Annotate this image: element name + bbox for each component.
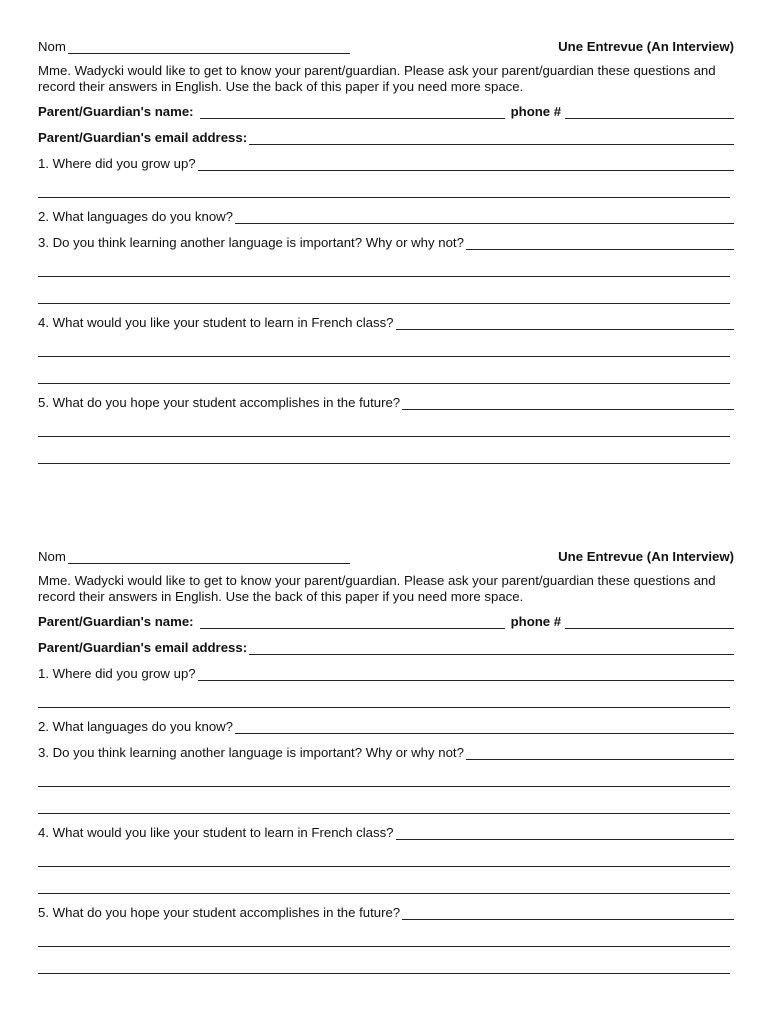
question-2-text: 2. What languages do you know? (38, 209, 234, 224)
question-3 (38, 234, 734, 250)
interview-form-bottom (38, 546, 734, 974)
phone-label: phone # (510, 104, 562, 119)
question-5-text: 5. What do you hope your student accomplishes in the future? (38, 395, 401, 410)
answer-5-extra-line-2[interactable] (38, 449, 730, 464)
question-4 (38, 314, 734, 330)
phone-field[interactable] (565, 615, 734, 629)
question-3 (38, 744, 734, 760)
form-header (38, 546, 734, 564)
answer-3-line[interactable] (466, 746, 734, 760)
nom-field[interactable] (68, 40, 350, 54)
answer-3-extra-line-1[interactable] (38, 262, 730, 277)
email-field[interactable] (249, 131, 734, 145)
nom-label: Nom (38, 39, 66, 54)
answer-3-extra-line-2[interactable] (38, 289, 730, 304)
question-4-text: 4. What would you like your student to learn in French class? (38, 315, 394, 330)
question-1 (38, 155, 734, 171)
intro-text: Mme. Wadycki would like to get to know your parent/guardian. Please ask your parent/guardian these questions and record their answers in English. Use the back of this paper if you need more space. (38, 573, 716, 604)
parent-name-field[interactable] (200, 105, 505, 119)
answer-4-extra-line-2[interactable] (38, 369, 730, 384)
question-2-text: 2. What languages do you know? (38, 719, 234, 734)
question-3-text: 3. Do you think learning another language is important? Why or why not? (38, 235, 464, 250)
answer-4-extra-line-1[interactable] (38, 852, 730, 867)
answer-4-extra-line-2[interactable] (38, 879, 730, 894)
parent-name-field[interactable] (200, 615, 505, 629)
answer-4-line[interactable] (396, 826, 734, 840)
phone-field[interactable] (565, 105, 734, 119)
email-label: Parent/Guardian's email address: (38, 640, 248, 655)
interview-form-top (38, 36, 734, 464)
question-1-text: 1. Where did you grow up? (38, 156, 196, 171)
intro-text: Mme. Wadycki would like to get to know your parent/guardian. Please ask your parent/guardian these questions and record their answers in English. Use the back of this paper if you need more space. (38, 63, 716, 94)
question-2 (38, 208, 734, 224)
question-4-text: 4. What would you like your student to learn in French class? (38, 825, 394, 840)
form-title: Une Entrevue (An Interview) (558, 39, 734, 54)
answer-5-extra-line-1[interactable] (38, 422, 730, 437)
email-row (38, 129, 734, 145)
nom-field[interactable] (68, 550, 350, 564)
answer-3-extra-line-1[interactable] (38, 772, 730, 787)
nom-label: Nom (38, 549, 66, 564)
answer-1-extra-line[interactable] (38, 183, 730, 198)
question-3-text: 3. Do you think learning another language is important? Why or why not? (38, 745, 464, 760)
question-1-text: 1. Where did you grow up? (38, 666, 196, 681)
question-5-text: 5. What do you hope your student accomplishes in the future? (38, 905, 401, 920)
question-2 (38, 718, 734, 734)
answer-1-extra-line[interactable] (38, 693, 730, 708)
answer-4-extra-line-1[interactable] (38, 342, 730, 357)
phone-label: phone # (510, 614, 562, 629)
answer-2-line[interactable] (235, 210, 734, 224)
question-4 (38, 824, 734, 840)
email-row (38, 639, 734, 655)
answer-5-line[interactable] (402, 906, 734, 920)
name-row (38, 103, 734, 119)
answer-3-line[interactable] (466, 236, 734, 250)
form-title: Une Entrevue (An Interview) (558, 549, 734, 564)
form-header (38, 36, 734, 54)
question-1 (38, 665, 734, 681)
question-5 (38, 904, 734, 920)
name-row (38, 613, 734, 629)
answer-2-line[interactable] (235, 720, 734, 734)
answer-5-line[interactable] (402, 396, 734, 410)
answer-4-line[interactable] (396, 316, 734, 330)
answer-5-extra-line-1[interactable] (38, 932, 730, 947)
answer-3-extra-line-2[interactable] (38, 799, 730, 814)
answer-5-extra-line-2[interactable] (38, 959, 730, 974)
question-5 (38, 394, 734, 410)
answer-1-line[interactable] (198, 157, 734, 171)
parent-name-label: Parent/Guardian's name: (38, 104, 194, 119)
answer-1-line[interactable] (198, 667, 734, 681)
email-label: Parent/Guardian's email address: (38, 130, 248, 145)
email-field[interactable] (249, 641, 734, 655)
parent-name-label: Parent/Guardian's name: (38, 614, 194, 629)
